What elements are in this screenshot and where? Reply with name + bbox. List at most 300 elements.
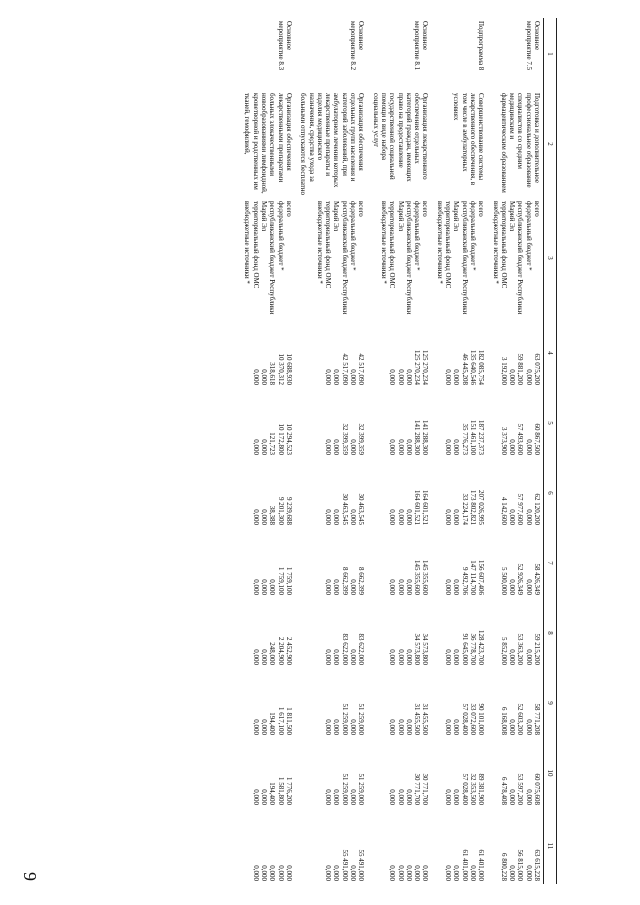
funding-source-label: внебюджетные источники * — [435, 201, 444, 284]
amount-value: 61 401,000 — [460, 849, 469, 881]
amount-value: 36 778,700 — [468, 633, 477, 665]
amount-value: 0,000 — [388, 865, 397, 881]
amount-value: 0,000 — [396, 865, 405, 881]
amount-value: 173 802,821 — [468, 490, 477, 525]
amount-value: 53 363,200 — [516, 633, 525, 665]
amount-value: 0,000 — [508, 509, 517, 525]
amount-value: 0,000 — [444, 865, 453, 881]
amount-value: 0,000 — [396, 719, 405, 735]
amount-cell — [487, 318, 543, 388]
amount-cell — [431, 318, 487, 388]
row-name: Подготовка и дополнительное профессиональное образование специалистов со средним медицинским и фармацевтическим образованием — [499, 93, 541, 193]
amount-value: 32 399,359 — [340, 423, 349, 455]
funding-sources — [367, 198, 431, 318]
amount-value: 31 455,500 — [421, 703, 430, 735]
amount-value: 33 072,600 — [468, 703, 477, 735]
amount-value: 0,000 — [396, 369, 405, 385]
amount-value: 182 085,754 — [477, 350, 486, 385]
amount-cell — [295, 318, 367, 388]
amount-value: 51 259,000 — [340, 773, 349, 805]
amount-value: 58 426,349 — [533, 563, 541, 595]
amount-cell — [431, 388, 487, 458]
amount-value: 0,000 — [349, 789, 358, 805]
amount-cell — [367, 598, 431, 668]
amount-value: 121,723 — [268, 432, 277, 455]
amount-value: 83 622,000 — [357, 633, 366, 665]
amount-value: 0,000 — [388, 719, 397, 735]
amount-value: 56 815,000 — [516, 849, 525, 881]
amount-value: 32 399,359 — [357, 423, 366, 455]
amount-value: 57 028,400 — [460, 703, 469, 735]
table-row — [367, 18, 431, 884]
funding-source-label: всего — [421, 201, 430, 217]
column-number: 11 — [544, 808, 557, 884]
amount-value: 0,000 — [324, 439, 333, 455]
funding-source-label: республиканский бюджет Республики Марий Эл — [452, 201, 469, 315]
amount-value: 0,000 — [452, 439, 461, 455]
amount-value: 91 645,000 — [460, 633, 469, 665]
table-body — [239, 18, 543, 884]
column-number-header — [544, 18, 557, 884]
amount-cell — [431, 668, 487, 738]
amount-value: 128 423,700 — [477, 630, 486, 665]
amount-value: 89 381,900 — [477, 773, 486, 805]
table-row — [487, 18, 543, 884]
amount-value: 194,400 — [268, 782, 277, 805]
amount-value: 0,000 — [388, 439, 397, 455]
amount-value: 125 270,234 — [413, 350, 422, 385]
amount-value: 0,000 — [444, 509, 453, 525]
amount-value: 0,000 — [444, 789, 453, 805]
amount-value: 0,000 — [324, 509, 333, 525]
funding-source-label: республиканский бюджет Республики Марий Эл — [508, 201, 525, 315]
funding-source-label: федеральный бюджет * — [468, 201, 477, 271]
amount-value: 194,400 — [268, 712, 277, 735]
amount-value: 0,000 — [508, 649, 517, 665]
amount-value: 0,000 — [524, 369, 533, 385]
amount-cell — [295, 388, 367, 458]
amount-value: 33 224,174 — [460, 493, 469, 525]
amount-cell — [239, 668, 295, 738]
amount-value: 125 270,234 — [421, 350, 430, 385]
amount-value: 63 615,228 — [533, 849, 541, 881]
amount-value: 30 771,700 — [421, 773, 430, 805]
amount-value: 0,000 — [452, 789, 461, 805]
amount-value: 0,000 — [251, 579, 260, 595]
row-name: Организация обеспечения отдельных групп населения и категорий заболеваний, при амбулаторном лечении которых лекарственные препараты и изделия медицинского назначения, средства ухода за больными отпускаются бесплатно — [299, 93, 366, 195]
amount-value: 10 294,523 — [284, 423, 293, 455]
amount-value: 0,000 — [349, 865, 358, 881]
amount-value: 141 288,300 — [421, 420, 430, 455]
column-number: 4 — [544, 318, 557, 388]
amount-value: 0,000 — [421, 865, 430, 881]
amount-value: 55 491,000 — [357, 849, 366, 881]
amount-value: 141 288,300 — [413, 420, 422, 455]
amount-value: 0,000 — [260, 865, 269, 881]
amount-cell — [487, 598, 543, 668]
amount-value: 0,000 — [413, 865, 422, 881]
amount-value: 38,388 — [268, 505, 277, 525]
amount-value: 46 445,208 — [460, 353, 469, 385]
funding-sources — [487, 198, 543, 318]
amount-value: 0,000 — [251, 369, 260, 385]
amount-value: 0,000 — [444, 719, 453, 735]
amount-value: 0,000 — [508, 579, 517, 595]
amount-value: 57 977,600 — [516, 493, 525, 525]
amount-value: 0,000 — [508, 789, 517, 805]
row-code: Основное мероприятие 8.1 — [413, 21, 430, 71]
amount-value: 0,000 — [332, 865, 341, 881]
funding-sources — [239, 198, 295, 318]
amount-value: 1 759,100 — [284, 567, 293, 595]
amount-value: 0,000 — [324, 649, 333, 665]
amount-cell — [239, 598, 295, 668]
amount-value: 1 776,200 — [284, 777, 293, 805]
amount-value: 10 172,800 — [276, 423, 285, 455]
amount-value: 0,000 — [332, 649, 341, 665]
amount-cell — [487, 458, 543, 528]
amount-value: 5 500,000 — [499, 567, 508, 595]
funding-source-label: республиканский бюджет Республики Марий Эл — [396, 201, 413, 315]
funding-source-label: всего — [284, 201, 293, 217]
amount-value: 0,000 — [349, 719, 358, 735]
amount-cell — [431, 598, 487, 668]
amount-value: 0,000 — [396, 789, 405, 805]
amount-value: 9 239,688 — [284, 497, 293, 525]
column-number: 1 — [544, 18, 557, 90]
amount-value: 55 491,000 — [340, 849, 349, 881]
amount-value: 0,000 — [388, 579, 397, 595]
amount-cell — [239, 528, 295, 598]
amount-value: 248,000 — [268, 642, 277, 665]
column-number: 10 — [544, 738, 557, 808]
amount-cell — [295, 528, 367, 598]
row-code: Подпрограмма 8 — [477, 21, 486, 71]
amount-cell — [367, 458, 431, 528]
row-code: Основное мероприятие 8.2 — [349, 21, 366, 71]
amount-value: 0,000 — [452, 579, 461, 595]
amount-value: 9 201,300 — [276, 497, 285, 525]
amount-value: 60 867,500 — [533, 423, 541, 455]
amount-value: 0,000 — [260, 509, 269, 525]
funding-source-label: федеральный бюджет * — [413, 201, 422, 271]
funding-source-label: федеральный бюджет * — [276, 201, 285, 271]
amount-value: 0,000 — [444, 369, 453, 385]
amount-value: 32 353,500 — [468, 773, 477, 805]
amount-value: 62 120,200 — [533, 493, 541, 525]
amount-value: 8 662,399 — [357, 567, 366, 595]
amount-value: 0,000 — [444, 649, 453, 665]
row-name: Организация обеспечения лекарственными препаратами больных злокачественными новообразованиями лимфоидной, кроветворной и родственных им тканей, гемофилией, — [243, 93, 293, 194]
funding-sources — [431, 198, 487, 318]
amount-value: 10 688,930 — [284, 353, 293, 385]
funding-source-label: всего — [477, 201, 486, 217]
amount-cell — [367, 808, 431, 884]
funding-source-label: внебюджетные источники * — [379, 201, 388, 284]
amount-value: 0,000 — [260, 369, 269, 385]
page-number: 9 — [20, 872, 40, 881]
amount-value: 0,000 — [388, 649, 397, 665]
amount-cell — [487, 808, 543, 884]
amount-value: 51 259,000 — [340, 703, 349, 735]
amount-value: 0,000 — [251, 649, 260, 665]
amount-value: 0,000 — [251, 509, 260, 525]
amount-value: 52 926,349 — [516, 563, 525, 595]
funding-source-label: территориальный фонд ОМС — [444, 201, 453, 289]
funding-source-label: республиканский бюджет Республики Марий Эл — [260, 201, 277, 315]
funding-source-label: внебюджетные источники * — [315, 201, 324, 284]
amount-value: 151 461,100 — [468, 420, 477, 455]
amount-cell — [295, 738, 367, 808]
amount-value: 1 581,800 — [276, 777, 285, 805]
amount-value: 6 800,228 — [499, 853, 508, 881]
column-number: 6 — [544, 458, 557, 528]
amount-value: 0,000 — [404, 719, 413, 735]
amount-value: 3 192,000 — [499, 357, 508, 385]
amount-value: 0,000 — [396, 509, 405, 525]
amount-value: 61 401,000 — [477, 849, 486, 881]
amount-value: 0,000 — [349, 649, 358, 665]
amount-value: 0,000 — [388, 509, 397, 525]
table-row — [239, 18, 295, 884]
amount-value: 0,000 — [404, 579, 413, 595]
amount-value: 0,000 — [324, 369, 333, 385]
amount-value: 0,000 — [444, 439, 453, 455]
amount-value: 30 771,700 — [413, 773, 422, 805]
funding-source-label: внебюджетные источники * — [491, 201, 500, 284]
column-number: 9 — [544, 668, 557, 738]
amount-value: 2 204,900 — [276, 637, 285, 665]
amount-value: 63 075,200 — [533, 353, 541, 385]
amount-value: 0,000 — [524, 789, 533, 805]
amount-value: 30 463,545 — [357, 493, 366, 525]
amount-cell — [367, 528, 431, 598]
funding-source-label: федеральный бюджет * — [349, 201, 358, 271]
amount-value: 1 811,500 — [284, 707, 293, 735]
row-code: Основное мероприятие 8.3 — [276, 21, 293, 71]
column-number: 5 — [544, 388, 557, 458]
amount-value: 0,000 — [404, 439, 413, 455]
amount-value: 0,000 — [251, 789, 260, 805]
amount-value: 0,000 — [452, 719, 461, 735]
amount-value: 145 355,600 — [413, 560, 422, 595]
amount-value: 0,000 — [284, 865, 293, 881]
amount-value: 187 237,373 — [477, 420, 486, 455]
amount-value: 83 622,000 — [340, 633, 349, 665]
amount-cell — [367, 318, 431, 388]
amount-value: 10 370,312 — [276, 353, 285, 385]
amount-cell — [367, 388, 431, 458]
amount-cell — [487, 528, 543, 598]
amount-value: 0,000 — [508, 369, 517, 385]
amount-value: 0,000 — [349, 509, 358, 525]
amount-value: 2 452,900 — [284, 637, 293, 665]
amount-value: 156 607,406 — [477, 560, 486, 595]
amount-value: 9 492,706 — [460, 567, 469, 595]
amount-value: 0,000 — [524, 719, 533, 735]
amount-value: 135 640,546 — [468, 350, 477, 385]
amount-cell — [239, 738, 295, 808]
amount-value: 0,000 — [452, 865, 461, 881]
amount-value: 0,000 — [260, 649, 269, 665]
amount-value: 0,000 — [260, 579, 269, 595]
amount-cell — [367, 738, 431, 808]
amount-value: 31 455,500 — [413, 703, 422, 735]
amount-cell — [295, 458, 367, 528]
amount-value: 0,000 — [260, 439, 269, 455]
amount-value: 90 101,000 — [477, 703, 486, 735]
amount-value: 0,000 — [444, 579, 453, 595]
amount-cell — [239, 318, 295, 388]
amount-value: 59 881,200 — [516, 353, 525, 385]
amount-value: 0,000 — [260, 789, 269, 805]
amount-cell — [431, 738, 487, 808]
amount-value: 1 759,100 — [276, 567, 285, 595]
amount-value: 0,000 — [396, 579, 405, 595]
amount-value: 30 463,545 — [340, 493, 349, 525]
amount-value: 35 776,273 — [460, 423, 469, 455]
amount-value: 0,000 — [452, 649, 461, 665]
budget-table — [239, 18, 557, 884]
amount-value: 0,000 — [324, 719, 333, 735]
funding-source-label: республиканский бюджет Республики Марий Эл — [332, 201, 349, 315]
amount-value: 164 601,521 — [421, 490, 430, 525]
table-row — [295, 18, 367, 884]
amount-value: 0,000 — [524, 649, 533, 665]
amount-value: 0,000 — [251, 439, 260, 455]
amount-value: 6 168,008 — [499, 707, 508, 735]
amount-value: 0,000 — [508, 439, 517, 455]
amount-value: 0,000 — [332, 439, 341, 455]
amount-value: 34 573,800 — [413, 633, 422, 665]
amount-value: 147 114,700 — [468, 560, 477, 595]
amount-value: 6 478,408 — [499, 777, 508, 805]
amount-value: 0,000 — [332, 719, 341, 735]
funding-source-label: внебюджетные источники * — [243, 201, 252, 284]
funding-source-label: всего — [357, 201, 366, 217]
amount-value: 0,000 — [332, 789, 341, 805]
amount-value: 0,000 — [251, 719, 260, 735]
amount-value: 0,000 — [388, 369, 397, 385]
amount-value: 1 617,100 — [276, 707, 285, 735]
amount-value: 0,000 — [468, 865, 477, 881]
amount-value: 58 771,208 — [533, 703, 541, 735]
amount-value: 59 215,200 — [533, 633, 541, 665]
amount-value: 0,000 — [404, 509, 413, 525]
amount-value: 57 493,600 — [516, 423, 525, 455]
amount-value: 0,000 — [524, 439, 533, 455]
amount-value: 0,000 — [524, 509, 533, 525]
amount-value: 60 075,608 — [533, 773, 541, 805]
amount-value: 0,000 — [452, 509, 461, 525]
amount-value: 53 597,200 — [516, 773, 525, 805]
funding-source-label: территориальный фонд ОМС — [251, 201, 260, 289]
row-name: Организация лекарственного обеспечения отдельных категорий граждан, имеющих право на предоставление государственной социальной помощи в виде набора социальных услуг — [371, 93, 430, 182]
amount-value: 0,000 — [524, 579, 533, 595]
amount-value: 0,000 — [349, 369, 358, 385]
amount-cell — [239, 388, 295, 458]
column-number: 7 — [544, 528, 557, 598]
amount-value: 0,000 — [268, 579, 277, 595]
amount-value: 0,000 — [396, 649, 405, 665]
funding-source-label: федеральный бюджет * — [524, 201, 533, 271]
amount-value: 145 355,600 — [421, 560, 430, 595]
amount-cell — [367, 668, 431, 738]
column-number: 3 — [544, 198, 557, 318]
column-number: 2 — [544, 90, 557, 198]
amount-value: 0,000 — [508, 865, 517, 881]
amount-value: 318,618 — [268, 362, 277, 385]
amount-value: 5 852,000 — [499, 637, 508, 665]
funding-source-label: всего — [533, 201, 541, 217]
table-row — [431, 18, 487, 884]
amount-cell — [295, 598, 367, 668]
column-number: 8 — [544, 598, 557, 668]
amount-value: 8 662,399 — [340, 567, 349, 595]
amount-value: 34 573,800 — [421, 633, 430, 665]
amount-value: 0,000 — [508, 719, 517, 735]
amount-cell — [239, 808, 295, 884]
amount-value: 57 028,400 — [460, 773, 469, 805]
amount-value: 0,000 — [260, 719, 269, 735]
amount-cell — [431, 808, 487, 884]
amount-value: 52 603,200 — [516, 703, 525, 735]
amount-value: 0,000 — [396, 439, 405, 455]
amount-cell — [487, 388, 543, 458]
amount-value: 0,000 — [268, 865, 277, 881]
amount-value: 0,000 — [324, 579, 333, 595]
amount-value: 0,000 — [404, 649, 413, 665]
amount-value: 0,000 — [324, 865, 333, 881]
amount-cell — [295, 808, 367, 884]
amount-value: 0,000 — [452, 369, 461, 385]
row-code: Основное мероприятие 7.5 — [524, 21, 541, 71]
amount-value: 0,000 — [276, 865, 285, 881]
amount-cell — [431, 528, 487, 598]
amount-value: 51 259,000 — [357, 773, 366, 805]
amount-value: 0,000 — [404, 865, 413, 881]
amount-value: 0,000 — [404, 369, 413, 385]
funding-source-label: территориальный фонд ОМС — [324, 201, 333, 289]
amount-value: 164 601,521 — [413, 490, 422, 525]
amount-cell — [239, 458, 295, 528]
amount-value: 0,000 — [388, 789, 397, 805]
funding-source-label: территориальный фонд ОМС — [388, 201, 397, 289]
amount-cell — [431, 458, 487, 528]
amount-cell — [487, 668, 543, 738]
amount-value: 0,000 — [332, 369, 341, 385]
amount-value: 0,000 — [324, 789, 333, 805]
amount-value: 0,000 — [524, 865, 533, 881]
amount-value: 0,000 — [332, 579, 341, 595]
row-name: Совершенствование системы лекарственного обеспечения, в том числе в амбулаторных условиях — [452, 93, 486, 186]
amount-value: 0,000 — [251, 865, 260, 881]
amount-value: 51 259,000 — [357, 703, 366, 735]
amount-value: 0,000 — [404, 789, 413, 805]
amount-value: 42 517,090 — [340, 353, 349, 385]
amount-value: 4 142,600 — [499, 497, 508, 525]
amount-value: 0,000 — [349, 579, 358, 595]
amount-value: 3 373,900 — [499, 427, 508, 455]
funding-sources — [295, 198, 367, 318]
amount-value: 0,000 — [349, 439, 358, 455]
funding-source-label: территориальный фонд ОМС — [499, 201, 508, 289]
amount-value: 0,000 — [332, 509, 341, 525]
amount-value: 207 026,995 — [477, 490, 486, 525]
amount-value: 42 517,090 — [357, 353, 366, 385]
amount-cell — [295, 668, 367, 738]
amount-cell — [487, 738, 543, 808]
